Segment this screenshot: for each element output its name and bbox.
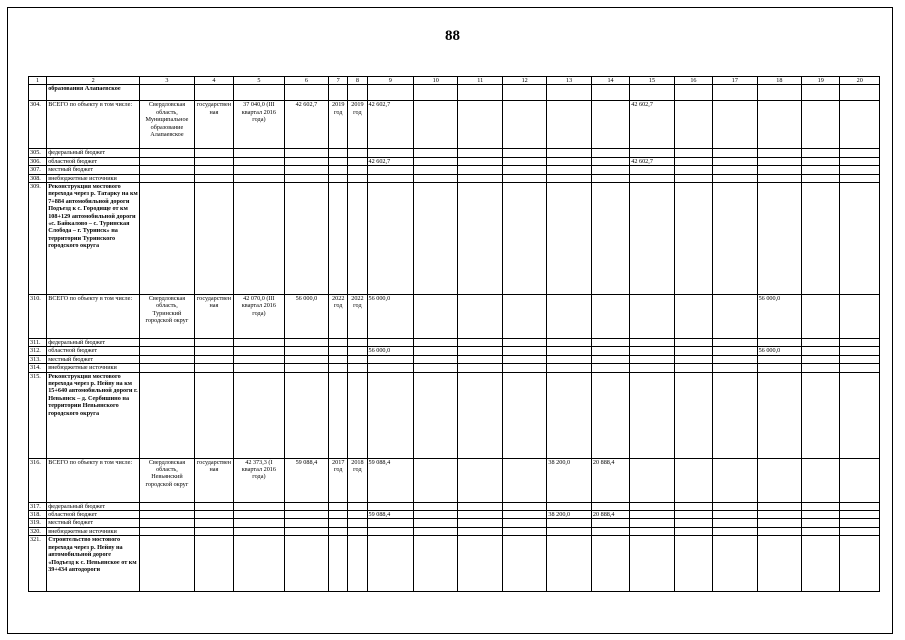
end-year: 2018 год <box>348 458 367 502</box>
end-year: 2022 год <box>348 295 367 339</box>
row-number: 315. <box>29 372 47 458</box>
capacity: 42 070,0 (III квартал 2016 года) <box>234 295 285 339</box>
estimated-cost: 42 602,7 <box>284 101 328 149</box>
amount-col-13: 38 200,0 <box>547 458 591 502</box>
col-header: 15 <box>630 77 674 85</box>
row-name: ВСЕГО по объекту в том числе: <box>47 101 140 149</box>
row-name: местный бюджет <box>47 519 140 527</box>
object-title: Строительство мостового перехода через р. Нейву на автомобильной дороге «Подъезд к с. Невьянское от км 39+434 автодороги <box>47 536 140 592</box>
row-number: 308. <box>29 174 47 182</box>
object-title: Реконструкция мостового перехода через р. Татарку на км 7+884 автомобильной дороги Подъезд к с. Городище от км 108+129 автомобильной дороги «с. Байкалово – с. Туринская Слобода – г. Туринск» на территории Туринского городского округа <box>47 183 140 295</box>
table-row <box>29 174 880 182</box>
col-header: 9 <box>367 77 413 85</box>
amount-col-14: 20 888,4 <box>591 458 629 502</box>
total-amount: 42 602,7 <box>367 157 413 165</box>
row-name: областной бюджет <box>47 157 140 165</box>
row-number: 311. <box>29 339 47 347</box>
row-name: областной бюджет <box>47 347 140 355</box>
row-name: областной бюджет <box>47 511 140 519</box>
col-header: 8 <box>348 77 367 85</box>
object-title: Реконструкция мостового перехода через р. Нейву на км 15+640 автомобильной дороги г. Невьянск – д. Сербишино на территории Невьянского городского округа <box>47 372 140 458</box>
row-name: федеральный бюджет <box>47 502 140 510</box>
col-header: 13 <box>547 77 591 85</box>
amount-col-15: 42 602,7 <box>630 157 674 165</box>
row-number: 307. <box>29 166 47 174</box>
table-row <box>29 527 880 535</box>
investment-table <box>28 76 880 592</box>
amount-col-18: 56 000,0 <box>757 295 801 339</box>
estimated-cost: 59 088,4 <box>284 458 328 502</box>
row-number: 320. <box>29 527 47 535</box>
end-year: 2019 год <box>348 101 367 149</box>
col-header: 3 <box>140 77 195 85</box>
col-header: 11 <box>458 77 502 85</box>
ownership: государственная <box>194 458 233 502</box>
location: Свердловская область, Муниципальное образование Алапаевское <box>140 101 195 149</box>
table-row <box>29 364 880 372</box>
start-year: 2019 год <box>329 101 348 149</box>
col-header: 19 <box>802 77 840 85</box>
amount-col-18: 56 000,0 <box>757 347 801 355</box>
row-name: ВСЕГО по объекту в том числе: <box>47 458 140 502</box>
row-name: федеральный бюджет <box>47 339 140 347</box>
location: Свердловская область, Невьянский городской округ <box>140 458 195 502</box>
table-row <box>29 85 880 101</box>
total-amount: 59 088,4 <box>367 511 413 519</box>
row-number: 305. <box>29 149 47 157</box>
col-header: 12 <box>502 77 546 85</box>
row-name: ВСЕГО по объекту в том числе: <box>47 295 140 339</box>
estimated-cost: 56 000,0 <box>284 295 328 339</box>
table-row <box>29 458 880 502</box>
amount-col-14: 20 888,4 <box>591 511 629 519</box>
table-row <box>29 511 880 519</box>
column-number-header-row <box>29 77 880 85</box>
row-number: 310. <box>29 295 47 339</box>
col-header: 5 <box>234 77 285 85</box>
total-amount: 56 000,0 <box>367 347 413 355</box>
table-row <box>29 157 880 165</box>
table-row <box>29 372 880 458</box>
location: Свердловская область, Туринский городской округ <box>140 295 195 339</box>
row-number: 316. <box>29 458 47 502</box>
table-row <box>29 101 880 149</box>
row-number: 317. <box>29 502 47 510</box>
col-header: 14 <box>591 77 629 85</box>
ownership: государственная <box>194 295 233 339</box>
row-name: внебюджетные источники <box>47 364 140 372</box>
row-number: 309. <box>29 183 47 295</box>
capacity: 37 040,0 (III квартал 2016 года) <box>234 101 285 149</box>
start-year: 2017 год <box>329 458 348 502</box>
table-row <box>29 519 880 527</box>
col-header: 7 <box>329 77 348 85</box>
row-name: местный бюджет <box>47 355 140 363</box>
table-row <box>29 295 880 339</box>
row-number: 313. <box>29 355 47 363</box>
table-row <box>29 536 880 592</box>
table-row <box>29 183 880 295</box>
total-amount: 59 088,4 <box>367 458 413 502</box>
capacity: 42 373,3 (I квартал 2016 года) <box>234 458 285 502</box>
col-header: 18 <box>757 77 801 85</box>
table-row <box>29 149 880 157</box>
row-name: внебюджетные источники <box>47 527 140 535</box>
table-row <box>29 502 880 510</box>
total-amount: 56 000,0 <box>367 295 413 339</box>
row-number: 321. <box>29 536 47 592</box>
start-year: 2022 год <box>329 295 348 339</box>
col-header: 2 <box>47 77 140 85</box>
col-header: 20 <box>840 77 880 85</box>
page-number: 88 <box>445 28 460 44</box>
ownership: государственная <box>194 101 233 149</box>
table-row <box>29 355 880 363</box>
row-number: 304. <box>29 101 47 149</box>
continuation-text: образования Алапаевское <box>47 85 140 101</box>
row-name: федеральный бюджет <box>47 149 140 157</box>
table-row <box>29 339 880 347</box>
amount-col-15: 42 602,7 <box>630 101 674 149</box>
row-number: 306. <box>29 157 47 165</box>
table-row <box>29 166 880 174</box>
row-number: 319. <box>29 519 47 527</box>
table-row <box>29 347 880 355</box>
col-header: 16 <box>674 77 712 85</box>
col-header: 17 <box>713 77 757 85</box>
col-header: 10 <box>413 77 457 85</box>
row-name: внебюджетные источники <box>47 174 140 182</box>
row-number: 318. <box>29 511 47 519</box>
total-amount: 42 602,7 <box>367 101 413 149</box>
col-header: 6 <box>284 77 328 85</box>
row-name: местный бюджет <box>47 166 140 174</box>
row-number: 312. <box>29 347 47 355</box>
col-header: 4 <box>194 77 233 85</box>
row-number: 314. <box>29 364 47 372</box>
amount-col-13: 38 200,0 <box>547 511 591 519</box>
col-header: 1 <box>29 77 47 85</box>
